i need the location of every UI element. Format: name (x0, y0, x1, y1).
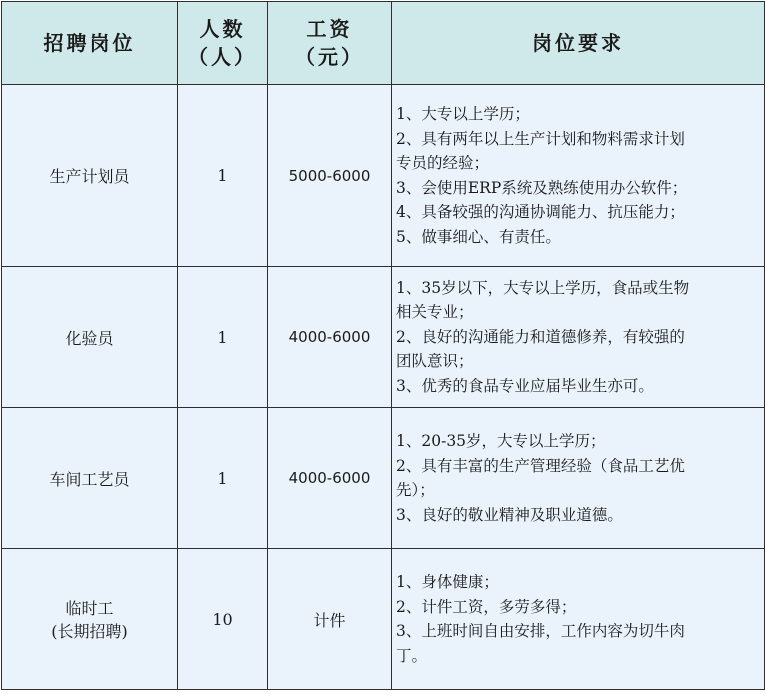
requirement-line: 4、具备较强的沟通协调能力、抗压能力； (396, 203, 685, 221)
table-row (2, 549, 765, 690)
position-note: (长期招聘) (51, 622, 128, 641)
header-requirements: 岗位要求 (392, 2, 765, 85)
requirement-line: 先）； (396, 481, 435, 499)
requirement-line: 3、良好的敬业精神及职业道德。 (396, 505, 623, 524)
count-cell: 1 (178, 85, 268, 267)
header-salary-line-1: 工资 (306, 17, 353, 41)
count-cell: 1 (178, 408, 268, 549)
requirement-line: 2、计件工资，多劳多得； (396, 597, 577, 616)
position-name: 车间工艺员 (49, 469, 130, 489)
requirement-line: 2、具有两年以上生产计划和物料需求计划 (396, 129, 685, 148)
table-row (2, 267, 765, 408)
requirement-line: 2、具有丰富的生产管理经验（食品工艺优 (396, 456, 685, 475)
salary-cell: 计件 (268, 549, 392, 690)
requirement-line: 2、良好的沟通能力和道德修养，有较强的 (396, 327, 685, 346)
requirement-line: 1、身体健康； (396, 573, 499, 591)
table-row (2, 85, 765, 267)
position-cell (2, 85, 178, 267)
header-count (178, 2, 268, 85)
requirement-line: 相关专业； (396, 303, 474, 322)
header-row (2, 2, 765, 85)
requirement-line: 专员的经验； (396, 154, 490, 172)
requirement-line: 1、35岁以下，大专以上学历，食品或生物 (396, 278, 690, 297)
requirement-line: 1、大专以上学历； (396, 105, 530, 123)
requirement-line: 3、会使用ERP系统及熟练使用办公软件； (396, 178, 688, 197)
count-cell: 10 (178, 549, 268, 690)
requirement-line: 丁。 (396, 646, 428, 665)
salary-cell: 5000-6000 (268, 85, 392, 267)
requirements-cell (392, 267, 765, 408)
requirements-cell (392, 408, 765, 549)
header-count-line-1: 人数 (199, 17, 246, 41)
position-name: 临时工 (65, 599, 114, 618)
requirement-line: 3、上班时间自由安排，工作内容为切牛肉 (396, 622, 685, 640)
requirement-line: 5、做事细心、有责任。 (396, 227, 561, 246)
recruitment-table (1, 1, 765, 690)
count-cell: 1 (178, 267, 268, 408)
header-salary (268, 2, 392, 85)
position-name: 化验员 (65, 328, 114, 348)
table-row (2, 408, 765, 549)
header-position: 招聘岗位 (2, 2, 178, 85)
requirement-line: 1、20-35岁，大专以上学历； (396, 432, 606, 450)
position-name: 生产计划员 (49, 167, 130, 186)
position-cell (2, 549, 178, 690)
position-cell (2, 408, 178, 549)
requirement-line: 3、优秀的食品专业应届毕业生亦可。 (396, 376, 654, 395)
salary-cell: 4000-6000 (268, 267, 392, 408)
salary-cell: 4000-6000 (268, 408, 392, 549)
requirements-cell (392, 85, 765, 267)
header-count-line-2: （人） (188, 45, 257, 69)
header-salary-line-2: （元） (295, 45, 364, 69)
requirements-cell (392, 549, 765, 690)
position-cell (2, 267, 178, 408)
requirement-line: 团队意识； (396, 352, 474, 371)
